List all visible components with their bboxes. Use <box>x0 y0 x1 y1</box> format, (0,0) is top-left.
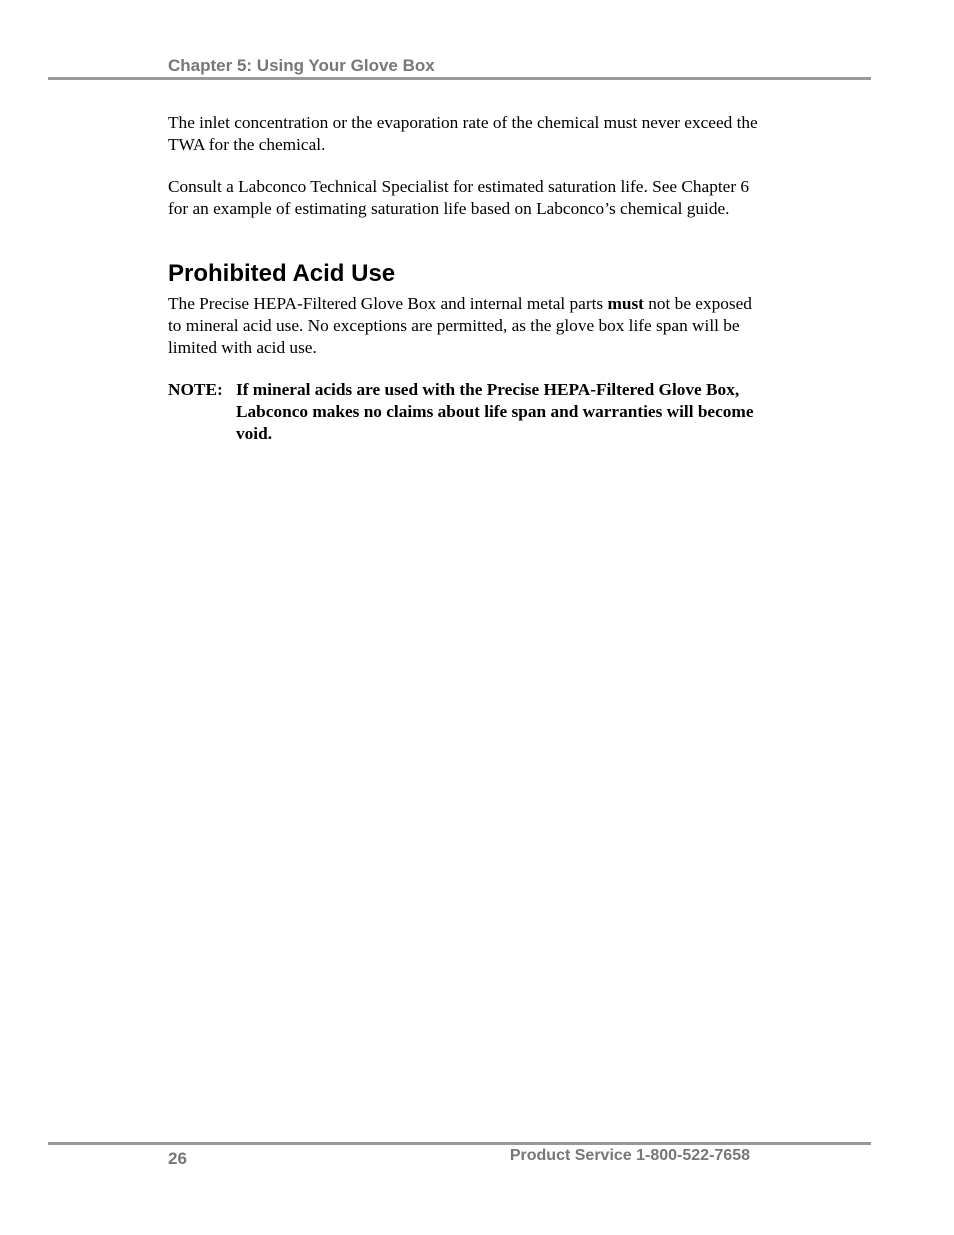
note-label: NOTE: <box>168 380 223 399</box>
running-header: Chapter 5: Using Your Glove Box <box>168 56 435 75</box>
paragraph-saturation-life: Consult a Labconco Technical Specialist for estimated saturation life. See Chapter 6 for an example of estimating saturation life based on Labconco’s chemical guide. <box>168 177 750 218</box>
paragraph-acid-use <box>168 293 758 359</box>
paragraph-acid-use-end: not be exposed to mineral acid use. No exceptions are permitted, as the glove box life span will be limited with acid use. <box>168 294 752 357</box>
product-service-phone: Product Service 1-800-522-7658 <box>509 1147 750 1164</box>
paragraph-acid-use-start: The Precise HEPA-Filtered Glove Box and internal metal parts <box>168 294 608 313</box>
note-block <box>168 379 768 445</box>
footer-divider <box>48 1142 871 1145</box>
emphasis-must: must <box>607 294 644 313</box>
note-text: If mineral acids are used with the Precise HEPA-Filtered Glove Box, Labconco makes no claims about life span and warranties will become void. <box>236 380 754 443</box>
section-heading: Prohibited Acid Use <box>168 260 396 287</box>
paragraph-twa: The inlet concentration or the evaporation rate of the chemical must never exceed the TWA for the chemical. <box>168 113 758 154</box>
page-number: 26 <box>168 1149 187 1168</box>
header-divider <box>48 77 871 80</box>
